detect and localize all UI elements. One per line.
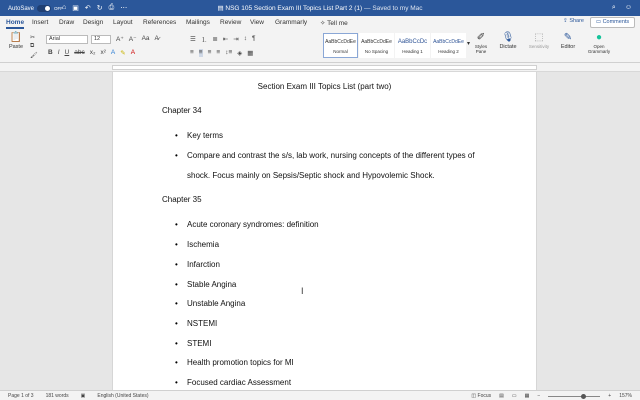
bullet-icon: • — [175, 151, 178, 160]
zoom-thumb[interactable] — [581, 394, 586, 399]
home-icon[interactable]: ⌂ — [62, 4, 67, 11]
print-icon[interactable]: ⎙ — [108, 4, 115, 11]
list-item: Ischemia — [187, 240, 220, 249]
mouse-cursor-icon: I — [301, 286, 304, 296]
status-bar — [0, 390, 640, 400]
tab-view[interactable]: View — [250, 19, 264, 26]
tab-references[interactable]: References — [143, 19, 177, 26]
underline-icon[interactable]: U — [64, 49, 70, 56]
list-item: Infarction — [187, 260, 220, 269]
cut-icon[interactable]: ✂ — [30, 35, 36, 41]
show-marks-icon[interactable]: ¶ — [251, 35, 256, 42]
italic-icon[interactable]: I — [57, 49, 60, 56]
bullet-icon: • — [175, 131, 178, 140]
share-label: Share — [569, 18, 584, 24]
grammarly-icon: ● — [595, 32, 603, 43]
list-item: Compare and contrast the s/s, lab work, nursing concepts of the different types of — [187, 151, 475, 160]
bold-icon[interactable]: B — [48, 49, 53, 56]
grow-font-icon[interactable]: A⁺ — [116, 36, 124, 43]
clipboard-icon: 📋 — [9, 32, 23, 43]
styles-pane-icon: ✐ — [476, 32, 486, 43]
multilevel-icon[interactable]: ≣ — [212, 36, 218, 43]
subscript-icon[interactable]: x₂ — [89, 49, 96, 56]
change-case-icon[interactable]: Aa — [141, 35, 150, 42]
font-name-select[interactable] — [46, 35, 88, 44]
sort-icon[interactable]: ↕ — [243, 35, 247, 42]
ribbon-tabs — [0, 16, 640, 30]
tab-design[interactable]: Design — [83, 19, 104, 26]
bullet-icon: • — [175, 220, 178, 229]
style-heading-1[interactable] — [395, 33, 430, 58]
undo-icon[interactable]: ↶ — [84, 5, 91, 12]
list-item: Key terms — [187, 131, 224, 140]
sensitivity-icon: ⬚ — [534, 32, 544, 43]
highlight-icon[interactable]: ✎ — [120, 50, 126, 57]
list-item: Unstable Angina — [187, 299, 246, 308]
zoom-level[interactable]: 157% — [619, 393, 632, 399]
justify-icon[interactable]: ≡ — [216, 49, 221, 56]
share-button[interactable] — [563, 18, 584, 24]
open-grammarly-button[interactable] — [582, 32, 616, 54]
list-item: Health promotion topics for MI — [187, 358, 294, 367]
style-normal[interactable] — [323, 33, 358, 58]
comments-button[interactable] — [590, 17, 635, 28]
copy-icon[interactable]: ⧉ — [30, 43, 35, 49]
paste-label: Paste — [8, 44, 24, 50]
list-item: NSTEMI — [187, 319, 218, 328]
list-item-continued: shock. Focus mainly on Sepsis/Septic shock and Hypovolemic Shock. — [187, 171, 435, 180]
language-indicator[interactable]: English (United States) — [97, 393, 149, 399]
bullet-icon: • — [175, 240, 178, 249]
document-page[interactable] — [112, 72, 537, 390]
sensitivity-label: Sensitivity — [528, 44, 550, 49]
font-color-icon[interactable]: A — [130, 49, 136, 56]
comments-label: Comments — [602, 19, 630, 25]
bullet-icon: • — [175, 260, 178, 269]
borders-icon[interactable]: ▦ — [247, 50, 254, 57]
print-layout-icon[interactable]: ▭ — [511, 393, 517, 399]
list-item: Acute coronary syndromes: definition — [187, 220, 319, 229]
list-item: Stable Angina — [187, 280, 237, 289]
account-icon[interactable]: ☺ — [624, 4, 632, 11]
comment-icon: ▭ — [595, 19, 603, 25]
align-right-icon[interactable]: ≡ — [207, 49, 212, 56]
tell-me-label: Tell me — [327, 20, 348, 27]
style-heading-2[interactable] — [431, 33, 466, 58]
style-name: Heading 1 — [402, 49, 423, 54]
zoom-out-icon[interactable]: − — [537, 393, 541, 399]
style-name: Heading 2 — [438, 49, 459, 54]
zoom-slider[interactable] — [548, 396, 600, 397]
bullet-icon: • — [175, 280, 178, 289]
tab-mailings[interactable]: Mailings — [186, 19, 210, 26]
list-item: Focused cardiac Assessment — [187, 378, 292, 387]
read-mode-icon[interactable]: ▤ — [499, 393, 504, 399]
shrink-font-icon[interactable]: A⁻ — [128, 36, 137, 43]
style-name: No Spacing — [364, 49, 389, 54]
tab-tell-me[interactable] — [320, 19, 348, 27]
search-icon[interactable]: ⌕ — [611, 4, 616, 11]
tab-grammarly[interactable]: Grammarly — [275, 19, 308, 26]
save-icon[interactable]: ▣ — [72, 5, 79, 12]
dictate-label: Dictate — [499, 44, 517, 50]
web-layout-icon[interactable]: ▦ — [524, 393, 530, 399]
align-center-icon[interactable]: ≡ — [198, 49, 203, 56]
more-icon[interactable]: ⋯ — [120, 5, 128, 12]
autosave-label: AutoSave — [8, 5, 35, 12]
grammarly-label: Open Grammarly — [587, 44, 611, 54]
editor-button[interactable] — [558, 32, 578, 50]
lightbulb-icon: ✧ — [320, 20, 328, 27]
page-count[interactable]: Page 1 of 3 — [8, 393, 34, 399]
focus-button[interactable] — [471, 393, 491, 399]
style-sample: AaBbCcDdEe — [433, 39, 464, 45]
bullet-icon: • — [175, 299, 178, 308]
tab-insert[interactable]: Insert — [32, 19, 49, 26]
document-name: NSG 105 Section Exam III Topics List Part 2 (1) — [225, 5, 363, 12]
title-bar — [0, 0, 640, 16]
bullet-icon: • — [175, 358, 178, 367]
bullet-icon: • — [175, 378, 178, 387]
chapter-heading: Chapter 35 — [162, 195, 202, 204]
shading-icon[interactable]: ◈ — [237, 50, 243, 57]
saved-status: — Saved to my Mac — [364, 5, 423, 12]
style-sample: AaBbCcDdEe — [325, 39, 356, 45]
paste-button[interactable] — [6, 32, 26, 50]
line-spacing-icon[interactable]: ↕≡ — [225, 49, 233, 56]
focus-icon: ◫ — [471, 393, 478, 399]
tab-draw[interactable]: Draw — [59, 19, 75, 26]
styles-more-icon[interactable]: ▾ — [467, 41, 471, 47]
editor-icon: ✎ — [563, 32, 573, 43]
style-no-spacing[interactable] — [359, 33, 394, 58]
superscript-icon[interactable]: x² — [100, 49, 106, 56]
clear-format-icon[interactable]: A̷ — [154, 35, 159, 42]
share-icon: ⇪ — [563, 18, 570, 24]
style-sample: AaBbCcDdEe — [361, 39, 392, 45]
styles-pane-button[interactable] — [472, 32, 490, 54]
tab-review[interactable]: Review — [220, 19, 242, 26]
zoom-in-icon[interactable]: + — [608, 393, 612, 399]
word-count[interactable]: 181 words — [45, 393, 69, 399]
chapter-heading: Chapter 34 — [162, 106, 202, 115]
increase-indent-icon[interactable]: ⇥ — [233, 36, 239, 43]
style-name: Normal — [333, 49, 348, 54]
focus-label: Focus — [477, 393, 492, 399]
strikethrough-icon[interactable]: abc — [74, 49, 85, 56]
autosave-state: OFF — [54, 6, 64, 11]
editor-label: Editor — [560, 44, 576, 50]
text-effects-icon[interactable]: A — [110, 49, 116, 56]
word-doc-icon: ▤ — [217, 5, 226, 12]
font-size-select[interactable] — [91, 35, 111, 44]
tab-layout[interactable]: Layout — [113, 19, 133, 26]
bullet-icon: • — [175, 319, 178, 328]
format-painter-icon[interactable]: 🖌 — [30, 53, 38, 59]
style-sample: AaBbCcDc — [397, 39, 428, 45]
decrease-indent-icon[interactable]: ⇤ — [222, 36, 229, 43]
numbering-icon[interactable]: ⒈ — [200, 37, 208, 44]
bullet-icon: • — [175, 339, 178, 348]
list-item: STEMI — [187, 339, 212, 348]
horizontal-ruler[interactable] — [0, 63, 640, 72]
bullets-icon[interactable]: ☰ — [190, 36, 196, 43]
align-left-icon[interactable]: ≡ — [190, 49, 194, 56]
proofing-icon[interactable]: ▣ — [80, 393, 86, 399]
styles-pane-label: Styles Pane — [474, 44, 488, 54]
sensitivity-button[interactable] — [524, 32, 554, 50]
microphone-icon: 🎙 — [501, 32, 515, 43]
font-name-value: Arial — [49, 36, 61, 42]
tab-home[interactable]: Home — [6, 19, 25, 26]
font-size-value: 12 — [94, 36, 101, 42]
redo-icon[interactable]: ↻ — [96, 5, 103, 12]
dictate-button[interactable] — [497, 32, 519, 50]
document-title — [0, 4, 640, 12]
document-heading: Section Exam III Topics List (part two) — [257, 82, 392, 91]
ribbon-home — [0, 30, 640, 63]
